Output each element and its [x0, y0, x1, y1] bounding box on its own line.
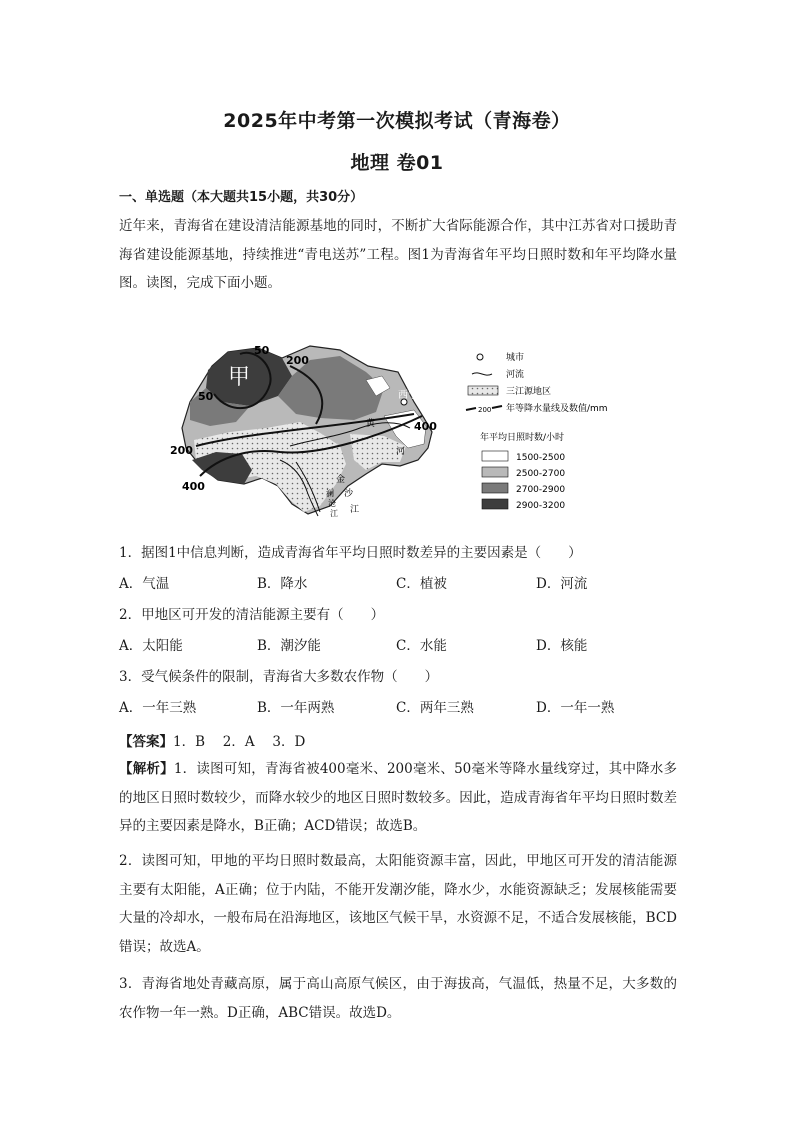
- legend-swatch: [482, 499, 508, 509]
- question-1-option-b: B．降水: [257, 576, 308, 592]
- qinghai-map: [170, 336, 610, 518]
- river-label: 江: [350, 505, 360, 515]
- analysis-paragraph-3: 3．青海省地处青藏高原，属于高山高原气候区，由于海拔高，气温低，热量不足，大多数的农作物一年一熟。D正确，ABC错误。故选D。: [119, 976, 677, 1021]
- river-label: 沙: [344, 489, 354, 499]
- legend-swatch: [482, 483, 508, 493]
- document-subtitle: 地理 卷01: [350, 152, 444, 174]
- isoline-label: 400: [182, 480, 205, 493]
- question-3-option-b: B．一年两熟: [257, 700, 335, 716]
- analysis-paragraph-2: 2．读图可知，甲地的平均日照时数最高，太阳能资源丰富，因此，甲地区可开发的清洁能源主要有太阳能，A正确；位于内陆，不能开发潮汐能，降水少，水能资源缺乏；发展核能需要大量的冷却水，一般布局在沿海地区，该地区气候干旱，水资源不足，不适合发展核能，BCD错误；故选A。: [119, 853, 677, 955]
- question-2-option-a: A．太阳能: [119, 638, 183, 654]
- river-label: 沧: [328, 499, 336, 508]
- question-2-option-b: B．潮汐能: [257, 638, 321, 654]
- map-legend: [466, 351, 608, 511]
- answer-label: 【答案】: [119, 734, 173, 750]
- intro-paragraph: 近年来，青海省在建设清洁能源基地的同时，不断扩大省际能源合作，其中江苏省对口援助青海省建设能源基地，持续推进“青电送苏”工程。图1为青海省年平均日照时数和年平均降水量图。读图，完成下面小题。: [119, 218, 677, 291]
- river-legend-icon: [472, 373, 492, 375]
- question-3-option-d: D．一年一熟: [536, 700, 615, 716]
- answer-line: [119, 730, 305, 750]
- legend-isoline-sample: 200: [478, 406, 492, 414]
- question-1-option-c: C．植被: [396, 576, 447, 592]
- isoline-legend-icon: [466, 408, 476, 410]
- legend-range-label: 1500-2500: [516, 453, 566, 463]
- city-label: 西宁: [398, 390, 418, 401]
- region-jia-label: 甲: [228, 365, 251, 390]
- question-2-option-c: C．水能: [396, 638, 447, 654]
- river-label: 金: [336, 475, 346, 485]
- legend-swatch: [482, 451, 508, 461]
- river-label: 江: [330, 509, 338, 518]
- legend-city-label: 城市: [506, 353, 525, 363]
- legend-sunshine-title: 年平均日照时数/小时: [480, 433, 565, 443]
- isoline-label: 200: [170, 444, 193, 457]
- sanjiangyuan-legend-icon: [468, 386, 498, 395]
- question-3-option-a: A．一年三熟: [119, 700, 197, 716]
- isoline-label: 50: [254, 344, 270, 357]
- analysis-paragraph-1: [119, 755, 677, 841]
- river-label: 澜: [326, 489, 334, 498]
- legend-range-label: 2700-2900: [516, 485, 566, 495]
- question-1-option-a: A．气温: [119, 576, 170, 592]
- question-2-option-d: D．核能: [536, 638, 588, 654]
- qinghai-map-figure: [170, 336, 610, 518]
- isoline-label: 400: [414, 420, 437, 433]
- legend-range-label: 2500-2700: [516, 469, 566, 479]
- analysis-label: 【解析】: [119, 761, 174, 777]
- question-1-option-d: D．河流: [536, 576, 588, 592]
- analysis-text-1: 1．读图可知，青海省被400毫米、200毫米、50毫米等降水量线穿过，其中降水多的地区日照时数较少，而降水较少的地区日照时数较多。因此，造成青海省年平均日照时数差异的主要因素是降水，B正确；ACD错误；故选B。: [119, 761, 678, 834]
- document-title: 2025年中考第一次模拟考试（青海卷）: [223, 110, 571, 132]
- isoline-label: 50: [198, 390, 214, 403]
- legend-river-label: 河流: [506, 370, 525, 380]
- question-2-stem: 2．甲地区可开发的清洁能源主要有（ ）: [119, 607, 385, 623]
- legend-swatch: [482, 467, 508, 477]
- question-1-stem: 1．据图1中信息判断，造成青海省年平均日照时数差异的主要因素是（ ）: [119, 545, 582, 561]
- legend-isoline-label: 年等降水量线及数值/mm: [506, 404, 608, 414]
- legend-range-label: 2900-3200: [516, 501, 566, 511]
- legend-sanjiangyuan-label: 三江源地区: [506, 387, 552, 397]
- isoline-label: 200: [286, 354, 309, 367]
- question-3-stem: 3．受气候条件的限制，青海省大多数农作物（ ）: [119, 669, 439, 685]
- answer-text: 1．B 2．A 3．D: [173, 734, 306, 750]
- section-heading: 一、单选题（本大题共15小题，共30分）: [119, 190, 364, 205]
- question-3-option-c: C．两年三熟: [396, 700, 474, 716]
- city-legend-icon: [477, 354, 483, 360]
- river-label: 河: [396, 447, 406, 457]
- river-label: 黄: [366, 419, 376, 429]
